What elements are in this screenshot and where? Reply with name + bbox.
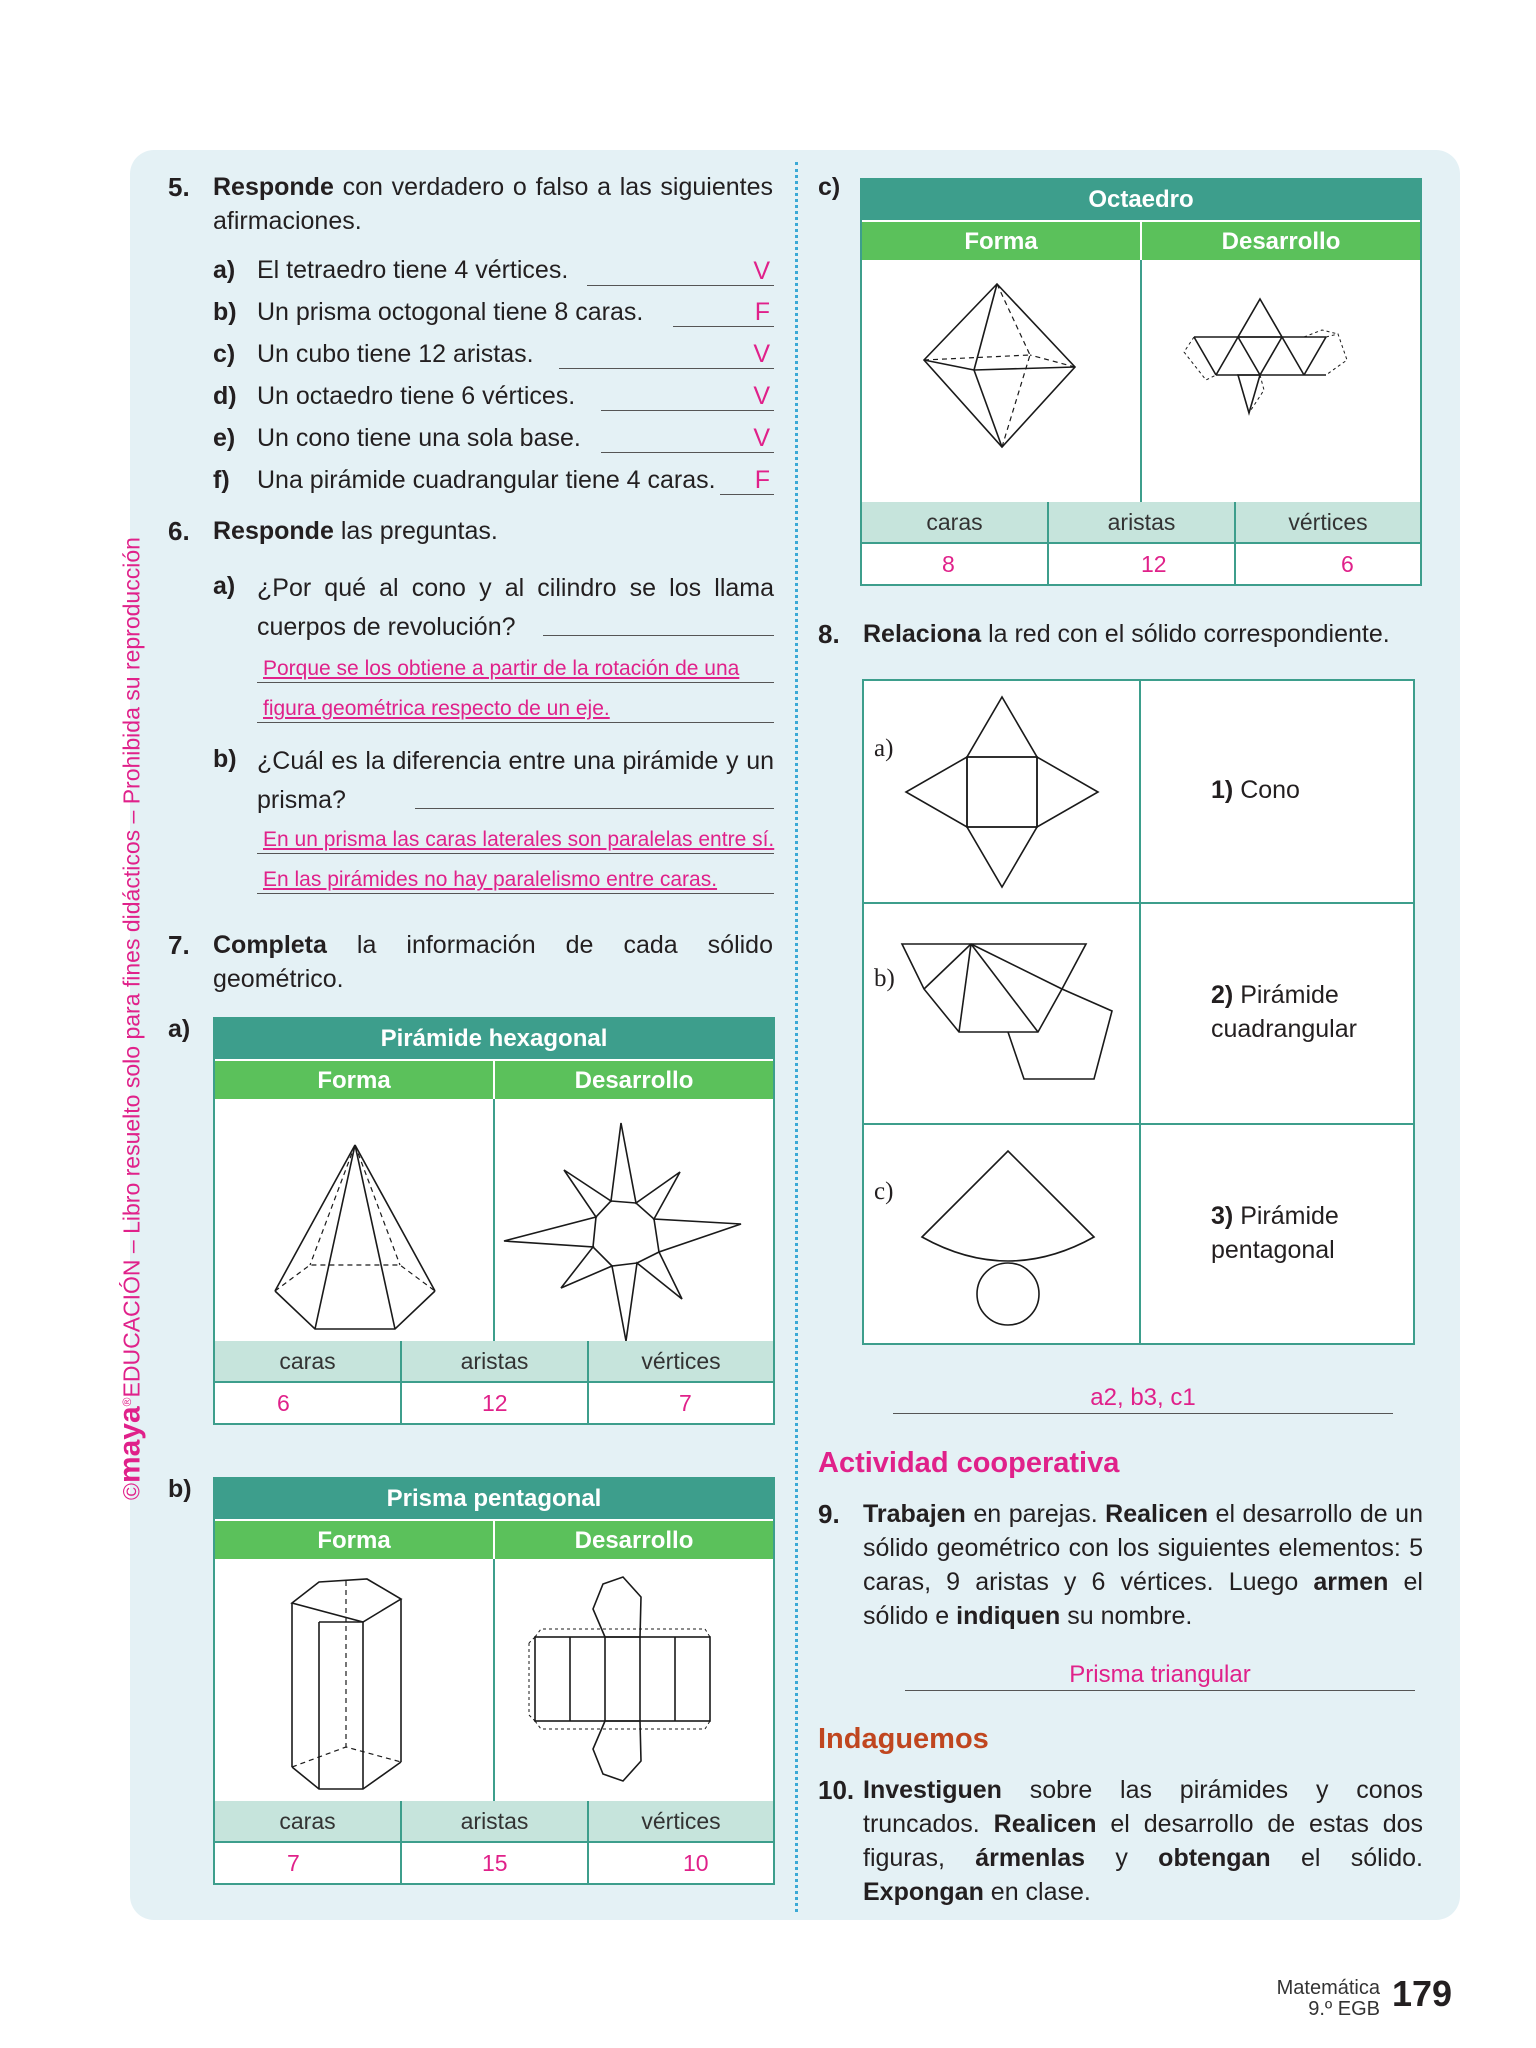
value-aristas: 12	[402, 1381, 589, 1423]
footer-caras: caras	[862, 502, 1049, 542]
header-forma: Forma	[215, 1519, 495, 1559]
q7-verb: Completa	[213, 931, 327, 959]
q10-verb-2: Realicen	[993, 1810, 1097, 1838]
q9-verb-4: indiquen	[956, 1602, 1061, 1630]
footer-aristas: aristas	[402, 1801, 589, 1841]
q5-answer: F	[720, 466, 774, 495]
footer-vertices: vértices	[589, 1801, 773, 1841]
q8-rest: la red con el sólido correspondiente.	[988, 620, 1390, 648]
q9-verb-1: Trabajen	[863, 1500, 966, 1528]
table-title: Octaedro	[862, 180, 1420, 220]
footer-vertices: vértices	[1236, 502, 1420, 542]
table-title: Prisma pentagonal	[215, 1479, 773, 1519]
indaguemos-title: Indaguemos	[818, 1723, 989, 1755]
desarrollo-cell	[495, 1559, 773, 1801]
registered-mark: ®	[120, 1397, 134, 1407]
q10-text-5: en clase.	[990, 1878, 1091, 1906]
header-desarrollo: Desarrollo	[495, 1059, 773, 1099]
pentagonal-prism-net	[495, 1559, 773, 1801]
q10-text-4: el sólido.	[1300, 1844, 1423, 1872]
q5-prompt	[213, 170, 773, 238]
value-vertices: 10	[589, 1841, 773, 1883]
option-2-text: Pirámide cuadrangular	[1211, 981, 1357, 1043]
q9-text-1: en parejas.	[973, 1500, 1098, 1528]
q10-verb-1: Investiguen	[863, 1776, 1002, 1804]
q5-item-text: Un cono tiene una sola base.	[257, 424, 581, 452]
q7-rest: la información de cada sólido geométrico.	[213, 931, 773, 993]
octahedron-net	[1142, 260, 1420, 502]
footer-aristas: aristas	[402, 1341, 589, 1381]
q6-prompt	[213, 514, 498, 548]
q5-answer: V	[601, 382, 774, 411]
table-c-label: c)	[818, 173, 841, 201]
option-1	[1211, 773, 1300, 807]
q5-item-text: Una pirámide cuadrangular tiene 4 caras.	[257, 466, 716, 494]
q5-item-text: El tetraedro tiene 4 vértices.	[257, 256, 569, 284]
q6-rest: las preguntas.	[340, 517, 498, 545]
q10-text-3: y	[1115, 1844, 1128, 1872]
footer-grade: 9.º EGB	[1308, 1998, 1380, 2020]
q5-item-label: b)	[213, 298, 237, 326]
q6b-answer-1: En un prisma las caras laterales son paralelas entre sí.	[257, 827, 774, 854]
q6b-answer-2: En las pirámides no hay paralelismo entre caras.	[257, 867, 774, 894]
header-desarrollo: Desarrollo	[1142, 220, 1420, 260]
q5-answer: V	[559, 340, 774, 369]
forma-cell	[215, 1099, 495, 1341]
value-vertices: 6	[1236, 542, 1420, 584]
q10-verb-4: obtengan	[1158, 1844, 1271, 1872]
q9-text	[863, 1497, 1423, 1633]
option-1-num: 1)	[1211, 776, 1234, 804]
q5-item-label: f)	[213, 466, 230, 494]
q5-number: 5.	[168, 172, 190, 202]
q5-item-text: Un octaedro tiene 6 vértices.	[257, 382, 576, 410]
net-a-label: a)	[874, 735, 894, 762]
q6-verb: Responde	[213, 517, 334, 545]
q10-verb-3: ármenlas	[975, 1844, 1086, 1872]
q6a-label: a)	[213, 572, 236, 600]
option-3-text: Pirámide pentagonal	[1211, 1202, 1339, 1264]
pentagonal-pyramid-net	[864, 904, 1139, 1123]
q5-item-label: a)	[213, 256, 236, 284]
q6a-question: ¿Por qué al cono y al cilindro se los llama cuerpos de revolución?	[257, 574, 774, 641]
option-1-text: Cono	[1240, 776, 1300, 804]
q6b-blank	[415, 808, 774, 809]
table-prisma-pentagonal	[213, 1477, 775, 1885]
q9-text-3: el sólido e	[863, 1568, 1423, 1630]
header-desarrollo: Desarrollo	[495, 1519, 773, 1559]
q8-prompt	[863, 617, 1390, 651]
net-c-label: c)	[874, 1178, 894, 1205]
q10-verb-5: Expongan	[863, 1878, 984, 1906]
table-octaedro	[860, 178, 1422, 586]
q10-text-1: sobre las pirámides y conos truncados.	[863, 1776, 1423, 1838]
hexagonal-pyramid-net	[495, 1099, 773, 1341]
value-caras: 7	[215, 1841, 402, 1883]
value-aristas: 12	[1049, 542, 1236, 584]
option-2-num: 2)	[1211, 981, 1234, 1009]
q9-verb-2: Realicen	[1105, 1500, 1209, 1528]
value-caras: 6	[215, 1381, 402, 1423]
q9-number: 9.	[818, 1499, 840, 1529]
hexagonal-pyramid-figure	[215, 1099, 495, 1341]
value-aristas: 15	[402, 1841, 589, 1883]
q5-answer: F	[673, 298, 774, 327]
q8-number: 8.	[818, 619, 840, 649]
q5-item-text: Un prisma octogonal tiene 8 caras.	[257, 298, 644, 326]
q5-item-label: d)	[213, 382, 237, 410]
footer-subject-grade	[1200, 1978, 1380, 2020]
copyright-symbol: ©	[118, 1483, 145, 1500]
q6b-label: b)	[213, 745, 237, 773]
octahedron-figure	[862, 260, 1142, 502]
q5-answer: V	[601, 424, 774, 453]
footer-aristas: aristas	[1049, 502, 1236, 542]
column-divider	[795, 162, 798, 1912]
q6a-answer-2: figura geométrica respecto de un eje.	[257, 696, 774, 723]
desarrollo-cell	[495, 1099, 773, 1341]
q7-prompt	[213, 928, 773, 996]
option-3	[1211, 1199, 1401, 1267]
cone-net	[864, 1125, 1139, 1343]
footer-subject: Matemática	[1276, 1977, 1380, 1999]
header-forma: Forma	[862, 220, 1142, 260]
q10-number: 10.	[818, 1775, 855, 1805]
q8-verb: Relaciona	[863, 620, 982, 648]
q8-answer: a2, b3, c1	[893, 1383, 1393, 1414]
q5-answer: V	[587, 257, 774, 286]
brand-logo: maya	[113, 1406, 147, 1484]
q10-text	[863, 1773, 1423, 1909]
footer-caras: caras	[215, 1341, 402, 1381]
q6a-blank	[543, 635, 774, 636]
q9-text-2: el desarrollo de un sólido geométrico con los siguientes elementos: 5 caras, 9 aristas y 6 vértices. Luego	[863, 1500, 1423, 1596]
table-a-label: a)	[168, 1015, 191, 1043]
q6a-answer-1: Porque se los obtiene a partir de la rotación de una	[257, 656, 774, 683]
table-title: Pirámide hexagonal	[215, 1019, 773, 1059]
cooperativa-title: Actividad cooperativa	[818, 1447, 1120, 1479]
q10-text-2: el desarrollo de estas dos figuras,	[863, 1810, 1424, 1872]
value-vertices: 7	[589, 1381, 773, 1423]
q6-number: 6.	[168, 516, 190, 546]
table-piramide-hexagonal	[213, 1017, 775, 1425]
forma-cell	[215, 1559, 495, 1801]
value-caras: 8	[862, 542, 1049, 584]
square-pyramid-net	[864, 681, 1139, 902]
sidebar-text: EDUCACIÓN – Libro resuelto solo para fines didácticos – Prohibida su reproducción	[118, 537, 145, 1398]
q5-rest: con verdadero o falso a las siguientes afirmaciones.	[213, 173, 773, 235]
desarrollo-cell	[1142, 260, 1420, 502]
q5-item-label: e)	[213, 424, 236, 452]
q9-text-4: su nombre.	[1067, 1602, 1193, 1630]
q5-verb: Responde	[213, 173, 334, 201]
table-b-label: b)	[168, 1475, 192, 1503]
q9-verb-3: armen	[1313, 1568, 1389, 1596]
option-3-num: 3)	[1211, 1202, 1234, 1230]
q6b-question: ¿Cuál es la diferencia entre una pirámide y un prisma?	[257, 747, 774, 814]
pentagonal-prism-figure	[215, 1559, 495, 1801]
page-number: 179	[1392, 1973, 1453, 2014]
q5-item-text: Un cubo tiene 12 aristas.	[257, 340, 534, 368]
footer-caras: caras	[215, 1801, 402, 1841]
header-forma: Forma	[215, 1059, 495, 1099]
q7-number: 7.	[168, 930, 190, 960]
net-b-label: b)	[874, 965, 895, 992]
q9-answer: Prisma triangular	[905, 1660, 1415, 1691]
forma-cell	[862, 260, 1142, 502]
grid-divider	[1139, 681, 1141, 1343]
footer-vertices: vértices	[589, 1341, 773, 1381]
relation-grid	[862, 679, 1415, 1345]
option-2	[1211, 978, 1401, 1046]
q5-item-label: c)	[213, 340, 236, 368]
copyright-sidebar	[112, 500, 147, 1500]
